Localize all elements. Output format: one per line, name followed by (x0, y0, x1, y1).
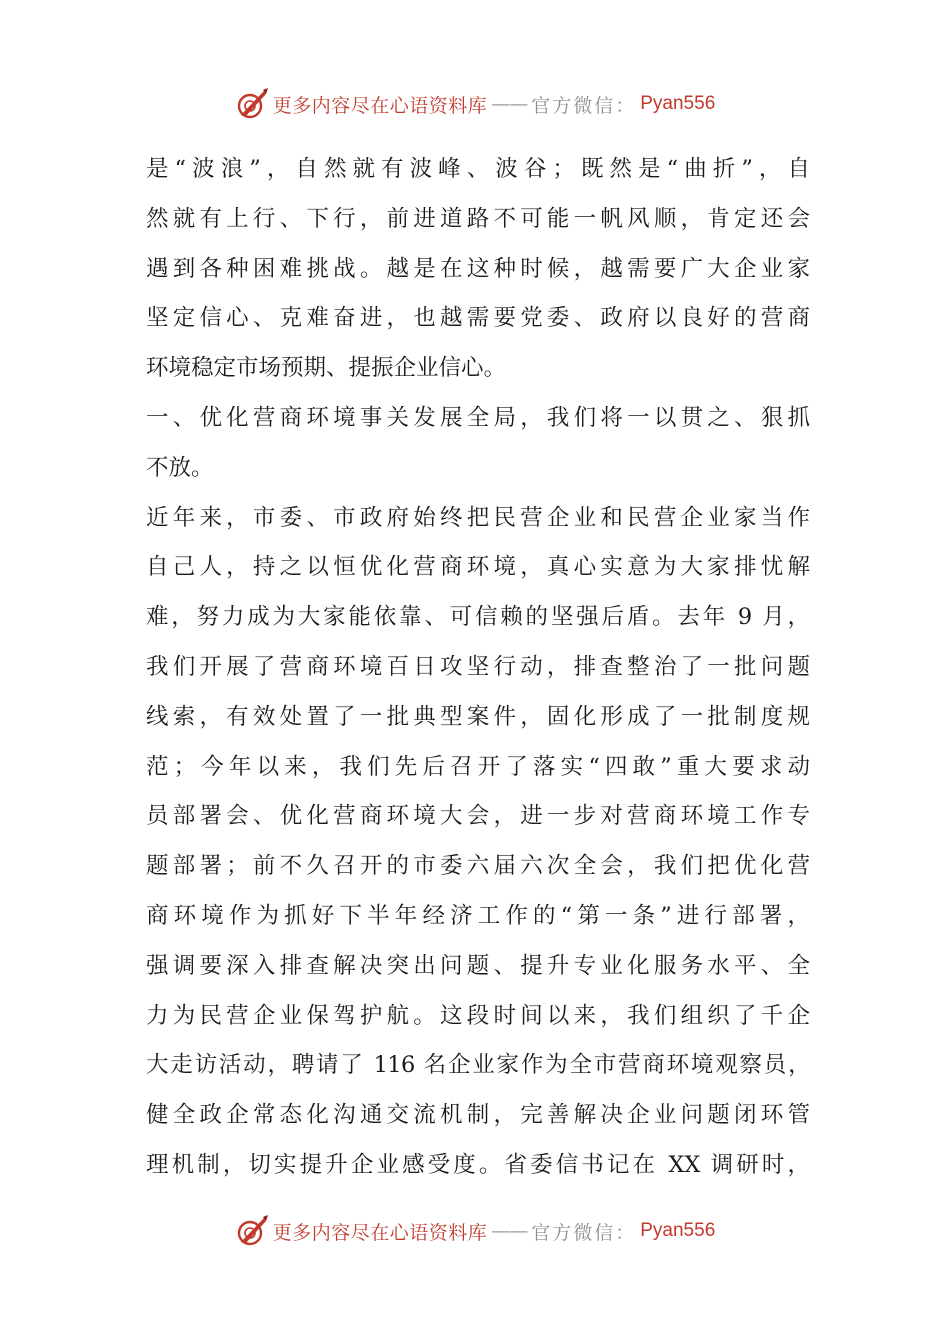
watermark-brand-text: 更多内容尽在心语资料库 (272, 1221, 488, 1244)
watermark-separator: —— (491, 1220, 528, 1242)
text-line: 力为民营企业保驾护航。这段时间以来，我们组织了千企 (146, 1002, 810, 1029)
paragraph-body (146, 494, 810, 1191)
watermark-wechat-id: Pyan556 (640, 1220, 716, 1241)
page-footer-watermark (0, 1211, 950, 1251)
watermark-wechat-id: Pyan556 (640, 93, 716, 114)
text-line: 范；今年以来，我们先后召开了落实“四敢”重大要求动 (146, 753, 810, 780)
watermark-label: 官方微信： (531, 1221, 637, 1244)
document-body (146, 145, 810, 1191)
heading-line: 一、优化营商环境事关发展全局，我们将一以贯之、狠抓 (146, 404, 810, 431)
text-line: 我们开展了营商环境百日攻坚行动，排查整治了一批问题 (146, 653, 810, 680)
text-line: 自己人，持之以恒优化营商环境，真心实意为大家排忧解 (146, 554, 810, 581)
text-line: 理机制，切实提升企业感受度。省委信书记在 XX 调研时， (146, 1151, 810, 1178)
text-line: 员部署会、优化营商环境大会，进一步对营商环境工作专 (146, 803, 810, 830)
brand-logo-icon (235, 1214, 269, 1248)
watermark-separator: —— (491, 93, 528, 115)
text-line: 遇到各种困难挑战。越是在这种时候，越需要广大企业家 (146, 255, 810, 282)
text-line: 是“波浪”，自然就有波峰、波谷；既然是“曲折”，自 (146, 156, 810, 182)
watermark-label: 官方微信： (531, 94, 637, 117)
watermark-brand (235, 1214, 716, 1248)
page-header-watermark (0, 84, 950, 124)
text-line: 题部署；前不久召开的市委六届六次全会，我们把优化营 (146, 853, 810, 880)
paragraph-continuation (146, 145, 810, 394)
section-heading (146, 394, 810, 494)
text-line: 然就有上行、下行，前进道路不可能一帆风顺，肯定还会 (146, 205, 810, 232)
text-line: 健全政企常态化沟通交流机制，完善解决企业问题闭环管 (146, 1102, 810, 1129)
text-line: 难，努力成为大家能依靠、可信赖的坚强后盾。去年 9 月， (146, 604, 810, 631)
heading-line: 不放。 (146, 454, 214, 481)
text-line: 线索，有效处置了一批典型案件，固化形成了一批制度规 (146, 703, 810, 730)
text-line: 大走访活动，聘请了 116 名企业家作为全市营商环境观察员， (146, 1052, 810, 1079)
text-line: 坚定信心、克难奋进，也越需要党委、政府以良好的营商 (146, 305, 810, 332)
watermark-brand (235, 87, 716, 121)
text-line: 商环境作为抓好下半年经济工作的“第一条”进行部署， (146, 902, 810, 929)
brand-logo-icon (235, 87, 269, 121)
text-line: 近年来，市委、市政府始终把民营企业和民营企业家当作 (146, 504, 810, 531)
text-line: 强调要深入排查解决突出问题、提升专业化服务水平、全 (146, 952, 810, 979)
watermark-brand-text: 更多内容尽在心语资料库 (272, 94, 488, 117)
text-line: 环境稳定市场预期、提振企业信心。 (146, 355, 507, 382)
